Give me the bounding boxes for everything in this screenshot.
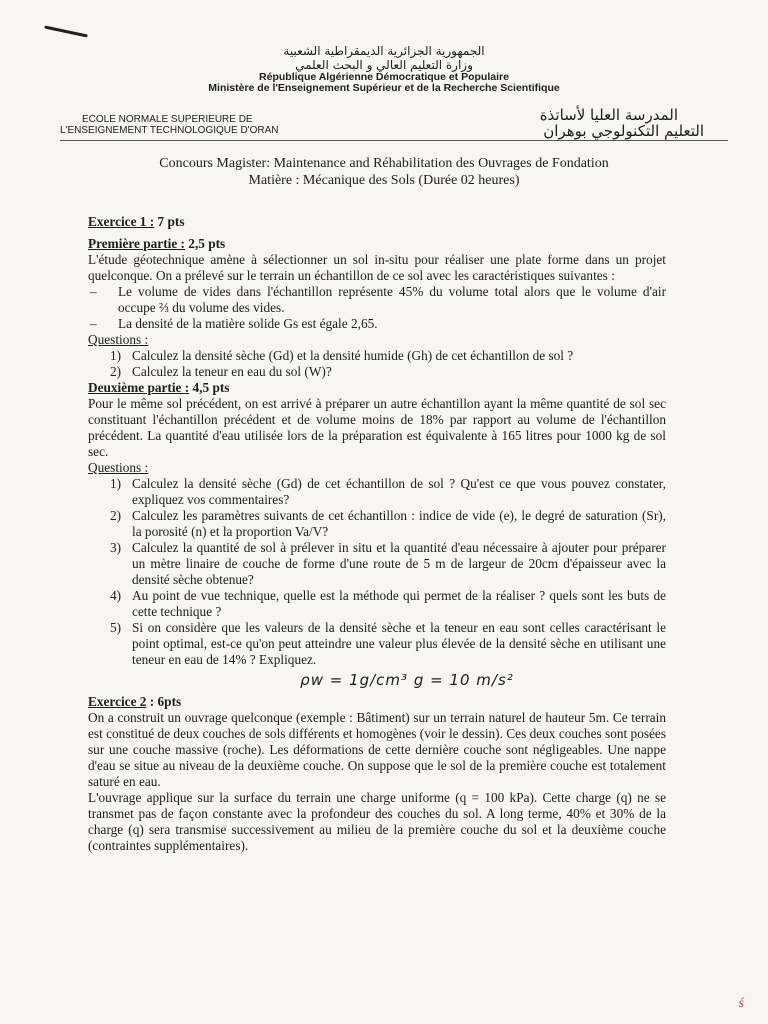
school-name-ar-line2: التعليم التكنولوجي بوهران [543,122,704,140]
header-arabic-republic: الجمهورية الجزائرية الديمقراطية الشعبية [283,44,485,58]
part1-points: 2,5 pts [184,236,226,251]
pen-stroke [44,25,88,37]
corner-mark: ś [738,996,744,1011]
part2-questions-label: Questions : [88,460,149,475]
part2-intro: Pour le même sol précédent, on est arrivé à préparer un autre échantillon ayant la même quantité de sol sec constituant l'échantillon précédent et de volume moins de 18% par rapport au volume de l'échantillon précédent. La quantité d'eau utilisée lors de la préparation est équivalente à 165 litres pour 1000 kg de sol sec. [88,396,666,459]
header-divider [60,140,728,141]
part1-title: Première partie : [88,236,185,251]
question-item: 1) Calculez la densité sèche (Gd) de cet échantillon de sol ? Qu'est ce que vous pouvez constater, expliquez vos commentaires? [110,476,666,507]
part1-heading [88,236,666,252]
question-item: 3) Calculez la quantité de sol à prélever in situ et la quantité d'eau nécessaire à ajouter pour préparer un mètre linaire de couche de forme d'une route de 5 m de largeur de 20cm d'épaisseur avec la densité sèche obtenue? [110,540,666,587]
question-item: 2) Calculez la teneur en eau du sol (W)? [110,364,332,379]
school-name-ar-line1: المدرسة العليا لأساتذة [539,106,678,124]
question-item: 4) Au point de vue technique, quelle est la méthode qui permet de la réaliser ? quels sont les buts de cette technique ? [110,588,666,619]
handwritten-note: ρw = 1g/cm³ g = 10 m/s² [300,671,514,689]
exercice2-title: Exercice 2 [88,694,147,709]
question-item: 2) Calculez les paramètres suivants de cet échantillon : indice de vide (e), le degré de saturation (Sr), la porosité (n) et la proportion Va/V? [110,508,666,539]
header-french-republic: République Algérienne Démocratique et Populaire [259,71,509,83]
exercice1-title: Exercice 1 : [88,214,155,229]
exercice1-heading [88,214,666,230]
exam-title: Concours Magister: Maintenance and Réhabilitation des Ouvrages de Fondation [159,156,609,171]
exercice1-points: 7 pts [154,214,185,229]
list-item: – Le volume de vides dans l'échantillon représente 45% du volume total alors que le volume d'air occupe ⅔ du volume des vides. [90,284,666,315]
part2-heading [88,380,666,396]
school-name-fr-line1: ECOLE NORMALE SUPERIEURE DE [82,114,253,125]
exercice2-heading [88,694,666,710]
exam-subject: Matière : Mécanique des Sols (Durée 02 heures) [248,173,520,188]
question-item: 5) Si on considère que les valeurs de la densité sèche et la teneur en eau sont celles caractérisant le point optimal, est-ce qu'on peut atteindre une valeur plus élevée de la densité sèche en utilisant une teneur en eau de 14% ? Expliquez. [110,620,666,667]
list-item: – La densité de la matière solide Gs est égale 2,65. [90,316,378,331]
header-french-ministry: Ministère de l'Enseignement Supérieur et de la Recherche Scientifique [208,82,560,94]
exercice2-paragraph: On a construit un ouvrage quelconque (exemple : Bâtiment) sur un terrain naturel de hauteur 5m. Ce terrain est constitué de deux couches de sols différents et homogènes (voir le dessin). Ces deux couches sont posées sur une couche massive (roche). Les déformations de cette dernière couche sont négligeables. Une nappe d'eau se situe au niveau de la deuxième couche. On suppose que le sol de la première couche est totalement saturé en eau. [88,710,666,789]
part2-title: Deuxième partie : [88,380,190,395]
exam-content [88,214,666,854]
question-item: 1) Calculez la densité sèche (Gd) et la densité humide (Gh) de cet échantillon de sol ? [110,348,574,363]
part2-points: 4,5 pts [189,380,230,395]
part1-questions-label: Questions : [88,332,149,347]
header-arabic-ministry: وزارة التعليم العالي و البحث العلمي [295,58,473,72]
exercice2-paragraph: L'ouvrage applique sur la surface du terrain une charge uniforme (q = 100 kPa). Cette charge (q) ne se transmet pas de façon constante avec la profondeur des couches du sol. A long terme, 40% et 30% de la charge (q) sera transmise successivement au milieu de la première couche du sol et la deuxième couche (contraintes supplémentaires). [88,790,666,853]
school-name-fr-line2: L'ENSEIGNEMENT TECHNOLOGIQUE D'ORAN [60,125,279,136]
part1-intro: L'étude géotechnique amène à sélectionner un sol in-situ pour réaliser une plate forme dans un projet quelconque. On a prélevé sur le terrain un échantillon de ce sol avec les caractéristiques suivantes : [88,252,666,283]
exercice2-points: : 6pts [146,694,182,709]
